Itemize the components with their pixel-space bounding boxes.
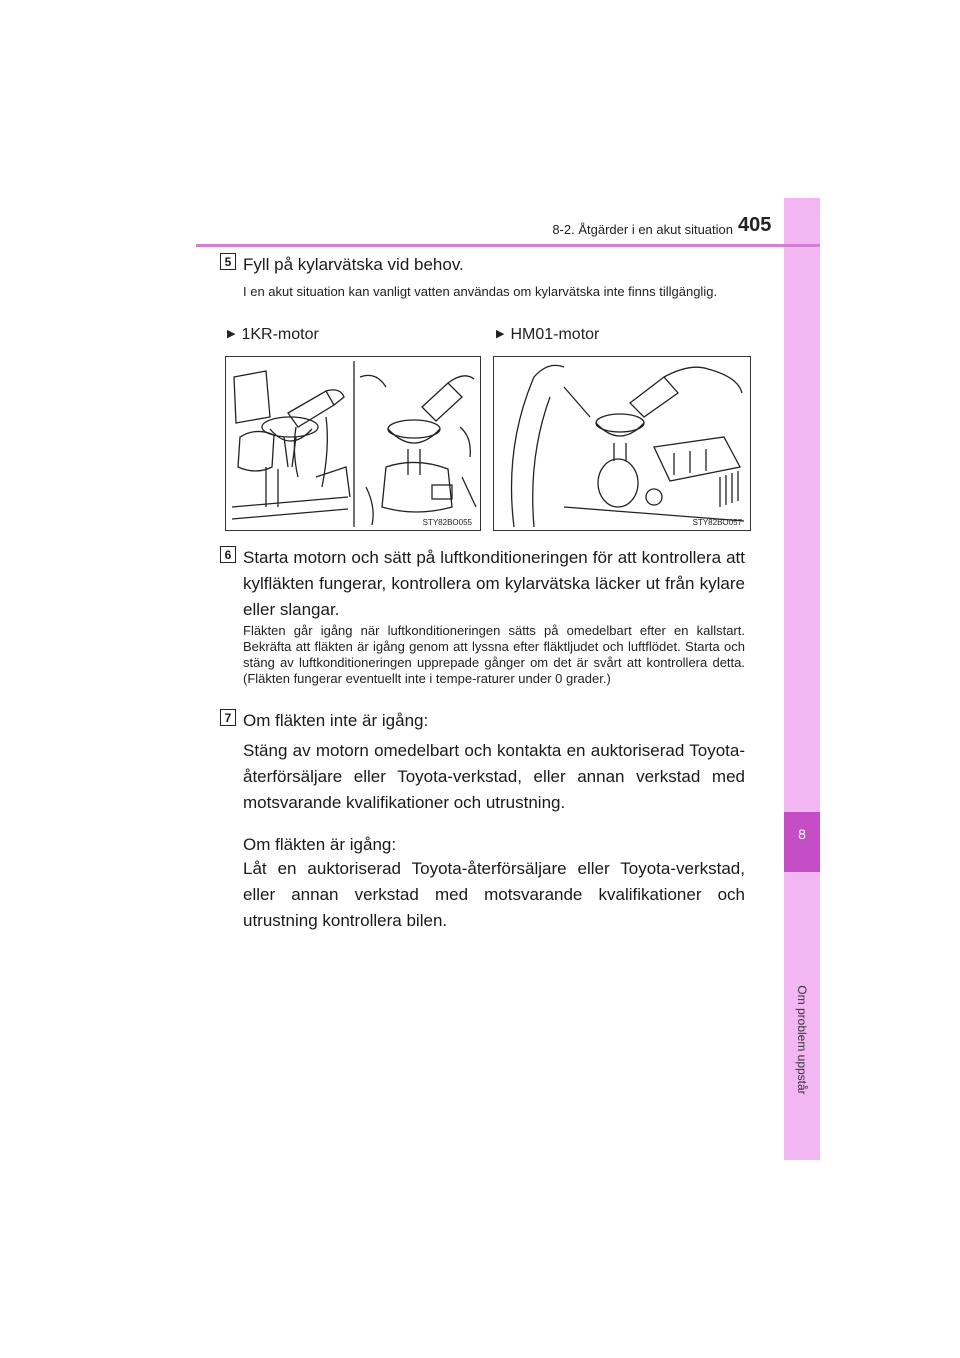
step-6-note: Fläkten går igång när luftkonditioneringen sätts på omedelbart efter en kallstart. Bekräfta att fläkten är igång genom att lyssna efter fläktljudet och luftflödet. Starta och stäng av luftkonditioneringen upprepade gånger om det är svårt att kontrollera detta. (Fläkten fungerar eventuellt inte i tempe-raturer under 0 grader.) [243,623,745,686]
step-6-instruction: Starta motorn och sätt på luftkonditioneringen för att kontrollera att kylfläkten fungerar, kontrollera om kylarvätska läcker ut från kylare eller slangar. [243,548,745,619]
step-badge-5: 5 [220,253,236,270]
chapter-title: Om problem uppstår [795,985,809,1095]
step-7-action-on: Låt en auktoriserad Toyota-återförsäljare eller Toyota-verkstad, eller annan verkstad med motsvarande kvalifikationer och utrustning kontrollera bilen. [243,859,745,930]
figure-label-right-text: HM01-motor [510,326,600,343]
header-rule [196,244,820,247]
figure-label-left [227,326,319,344]
figure-label-right [496,326,599,344]
figure-1kr-engine [225,356,481,531]
figure-label-left-text: 1KR-motor [241,326,319,343]
step-7-action-off: Stäng av motorn omedelbart och kontakta en auktoriserad Toyota-återförsäljare eller Toyota-verkstad, eller annan verkstad med motsvarande kvalifikationer och utrustning. [243,741,745,812]
engine-illustration-1kr [226,357,480,530]
step-5-instruction: Fyll på kylarvätska vid behov. [243,255,464,274]
step-5-note: I en akut situation kan vanligt vatten användas om kylarvätska inte finns tillgänglig. [243,284,718,299]
figure-code-left: STY82BO055 [422,518,472,527]
step-7-condition-off: Om fläkten inte är igång: [243,711,429,730]
triangle-right-icon: ▶ [496,328,505,340]
step-badge-6: 6 [220,546,236,563]
engine-illustration-hm01 [494,357,750,530]
chapter-tab-active[interactable] [784,812,820,872]
page-number: 405 [738,214,772,236]
chapter-number: 8 [798,826,806,842]
section-title: 8-2. Åtgärder i en akut situation [552,222,733,237]
triangle-right-icon: ▶ [227,328,236,340]
figure-code-right: STY82BO057 [692,518,742,527]
step-badge-7: 7 [220,709,236,726]
step-7-condition-on: Om fläkten är igång: [243,835,397,854]
figure-hm01-engine [493,356,751,531]
